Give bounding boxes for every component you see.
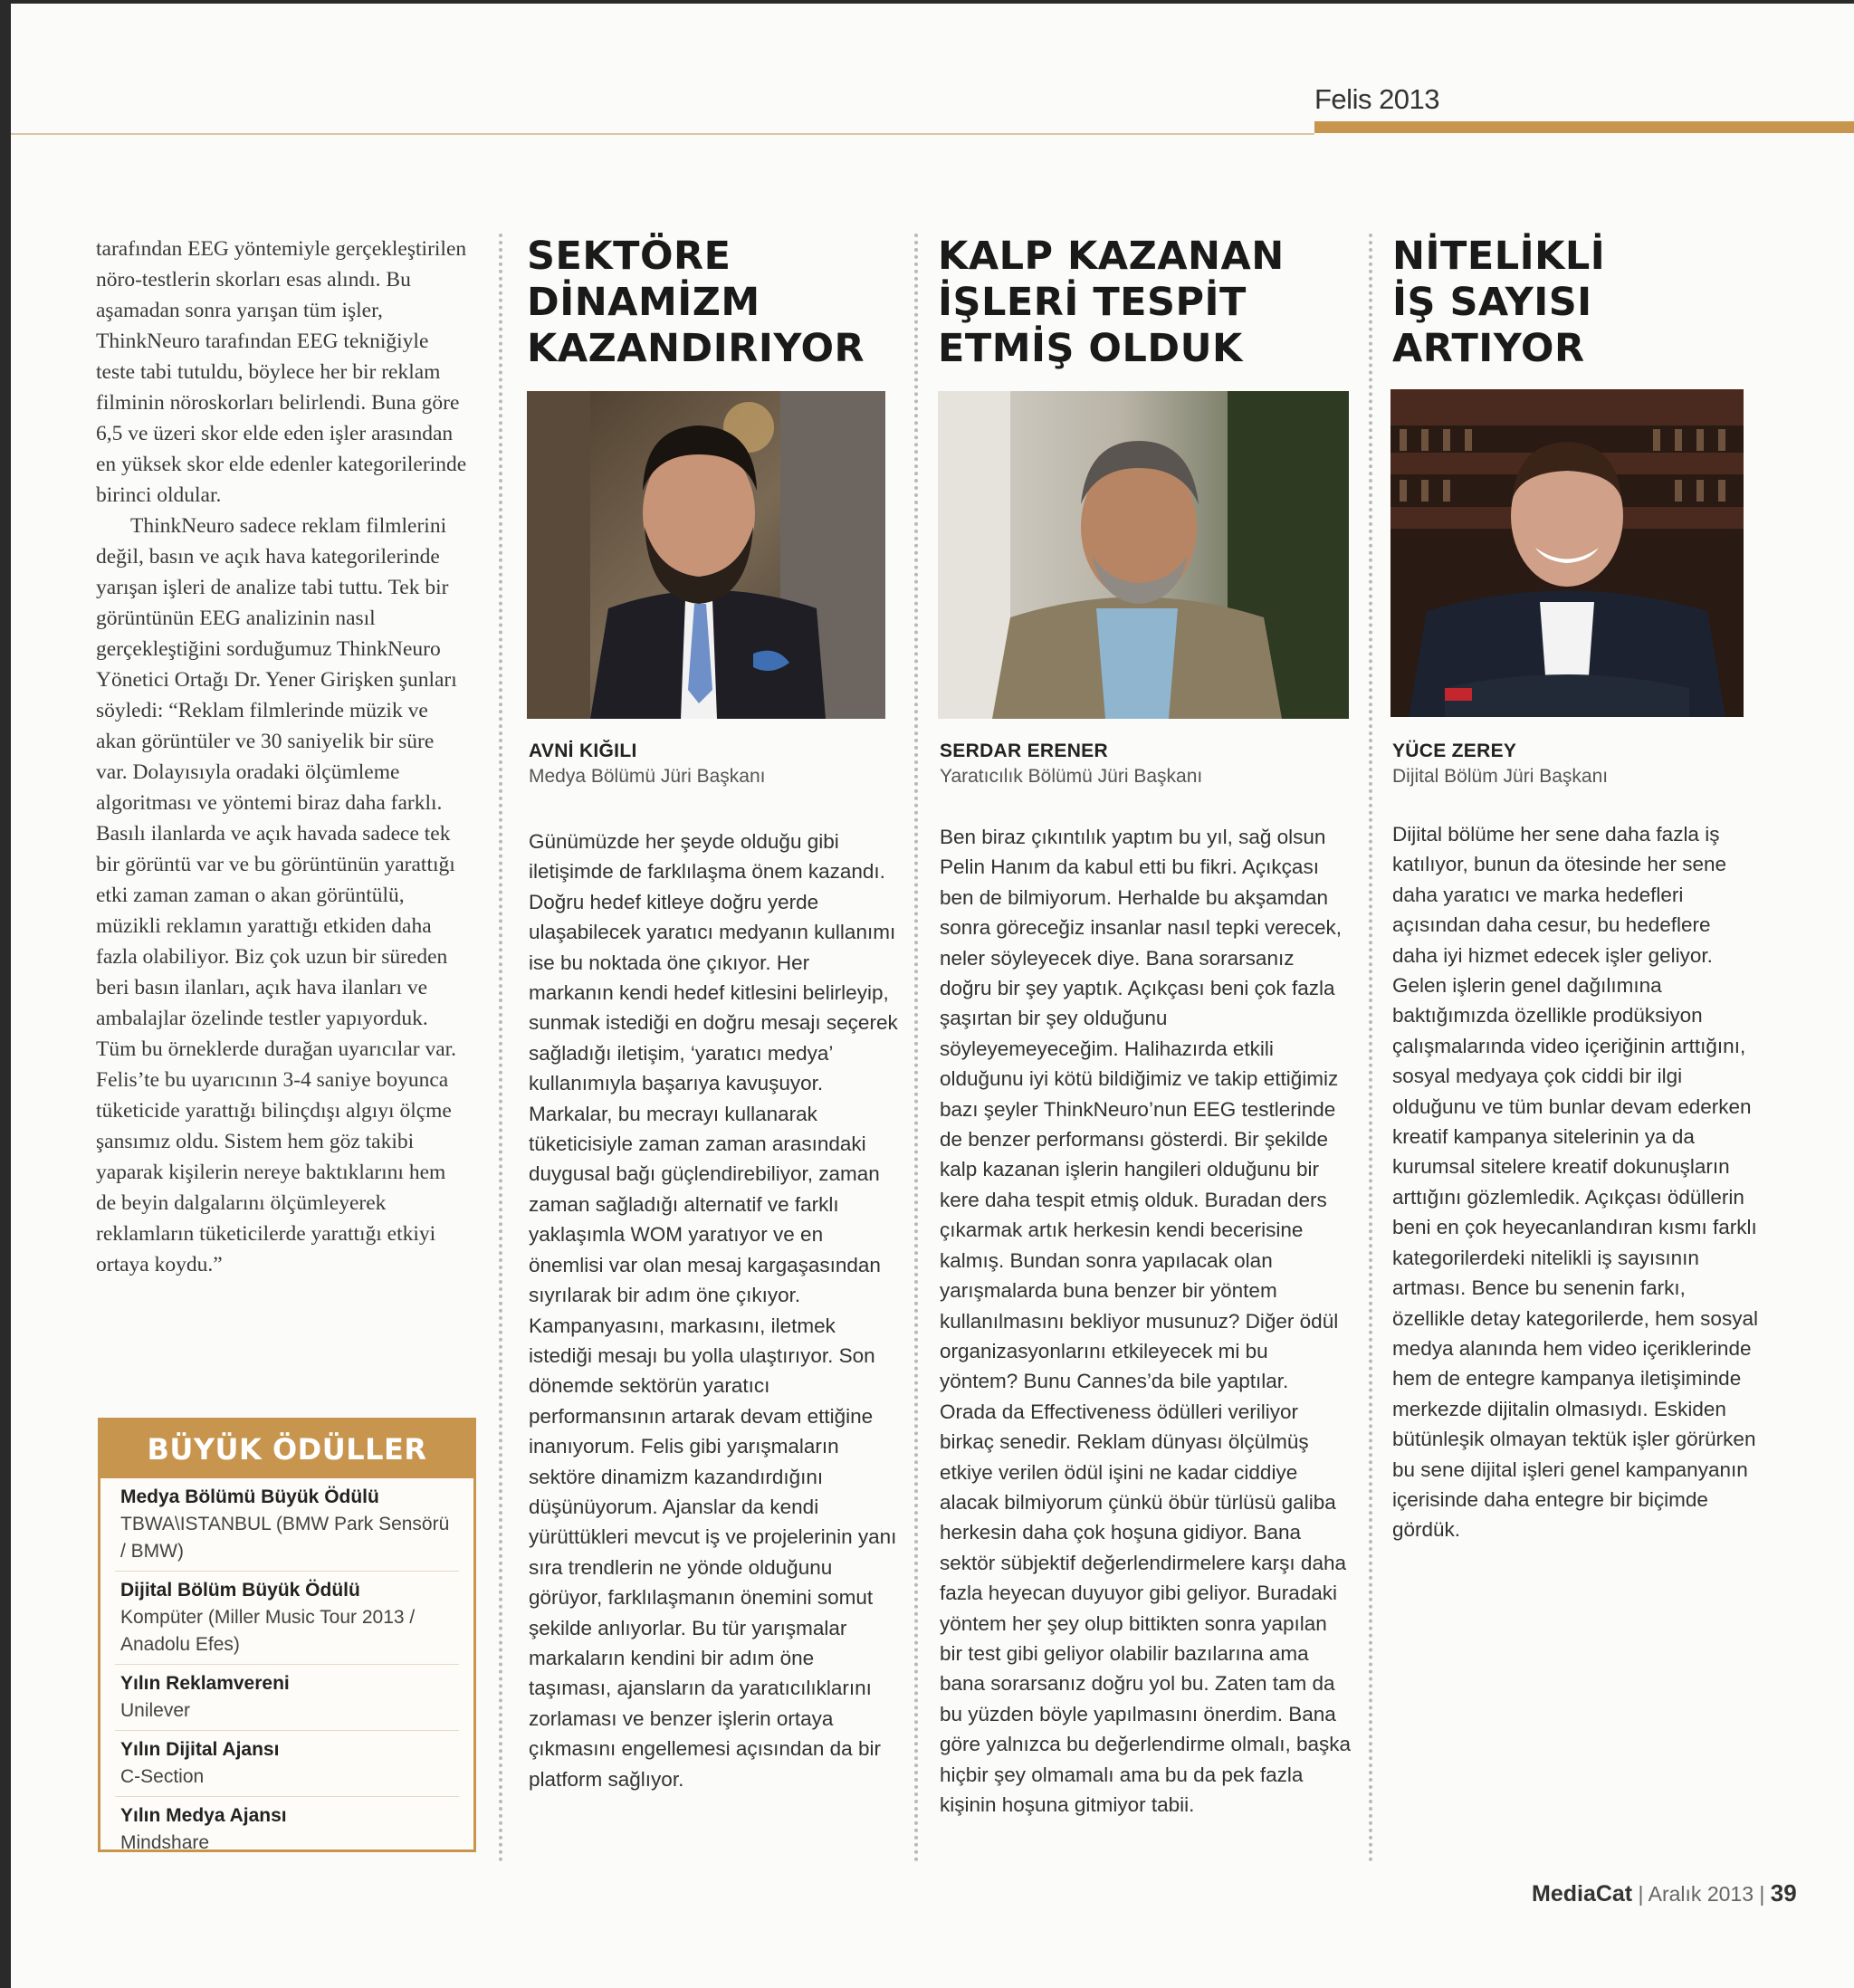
person-name: SERDAR ERENER [940, 741, 1108, 761]
award-winner: TBWA\ISTANBUL (BMW Park Sensörü / BMW) [120, 1514, 450, 1562]
column-divider [1369, 234, 1372, 1863]
award-winner: Kompüter (Miller Music Tour 2013 / Anadolu Efes) [120, 1607, 416, 1655]
article-serdar-erener [938, 234, 1345, 372]
awards-title: BÜYÜK ÖDÜLLER [100, 1420, 473, 1478]
header-accent-bar [1314, 121, 1854, 133]
page-footer [1532, 1879, 1797, 1907]
portrait-photo [527, 391, 885, 719]
article-avni-kigili [527, 234, 898, 372]
article-headline [527, 234, 898, 372]
award-title: Yılın Medya Ajansı [120, 1805, 287, 1826]
headline-line: ARTIYOR [1392, 326, 1585, 371]
award-item [115, 1731, 459, 1797]
article-headline [938, 234, 1345, 372]
header-rule [11, 133, 1314, 135]
person-name: YÜCE ZEREY [1392, 741, 1517, 761]
left-paragraph-2: ThinkNeuro sadece reklam filmlerini değil, basın ve açık hava kategorilerinde yarışan işleri de analize tabi tuttu. Tek bir görüntünün EEG analizinin nasıl gerçekleştiğini sorduğumuz ThinkNeuro Yönetici Ortağı Dr. Yener Girişken şunları söyledi: “Reklam filmlerinde müzik ve akan görüntüler ve 30 saniyelik bir süre var. Dolayısıyla oradaki ölçümleme algoritması ve yöntemi biraz daha farklı. Basılı ilanlarda ve açık havada sadece tek bir görüntü var ve bu görüntünün yarattığı etki zaman zaman o akan görüntülü, müzikli reklamın yarattığı etkiden daha fazla olabiliyor. Biz çok uzun bir süreden beri basın ilanları, açık hava ilanları ve ambalajlar özelinde testler yapıyorduk. Tüm bu örneklerde durağan uyarıcılar var. Felis’te bu uyarıcının 3-4 saniye boyunca tüketicide yarattığı bilinçdışı algıyı ölçme şansımız oldu. Sistem hem göz takibi yaparak kişilerin nereye baktıklarını hem de beyin dalgalarını ölçümleyerek reklamların tüketicilerde yarattığı etkiyi ortaya koydu.” [96, 514, 457, 1276]
headline-line: KALP KAZANAN [938, 234, 1285, 279]
magazine-brand: MediaCat [1532, 1881, 1633, 1907]
article-body: Ben biraz çıkıntılık yaptım bu yıl, sağ olsun Pelin Hanım da kabul etti bu fikri. Açıkçası ben de bilmiyorum. Herhalde bu akşamdan sonra göreceğiz insanlar nasıl tepki verecek, neler söyleyecek diye. Bana sorarsanız doğru bir şey yaptık. Açıkçası beni çok fazla şaşırtan bir şey olduğunu söyleyemeyeceğim. Halihazırda etkili olduğunu iyi kötü bildiğimiz ve takip ettiğimiz bazı şeyler ThinkNeuro’nun EEG testlerinde de benzer performansı gösterdi. Bir şekilde kalp kazanan işlerin hangileri olduğunu bir kere daha tespit etmiş olduk. Buradan ders çıkarmak artık herkesin kendi becerisine kalmış. Bundan sonra yapılacak olan yarışmalarda buna benzer bir yöntem kullanılmasını bekliyor musunuz? Diğer ödül organizasyonlarını etkileyecek mi bu yöntem? Bunu Cannes’da bile yaptılar. Orada da Effectiveness ödülleri veriliyor birkaç senedir. Reklam dünyası ölçülmüş etkiye verilen ödül işini ne kadar ciddiye alacak bilmiyorum çünkü öbür türlüsü galiba herkesin daha çok hoşuna gidiyor. Bana sektör sübjektif değerlendirmelere karşı daha fazla heyecan duyuyor gibi geliyor. Buradaki yöntem her şey olup bittikten sonra yapılan bir test gibi geliyor olabilir bazılarına ama bana sorarsanız doğru yol bu. Zaten tam da bu yüzden böyle yapılmasını önerdim. Bana göre yalnızca bu değerlendirme olmalı, başka hiçbir şey olmamalı ama bu da pek fazla kişinin hoşuna gitmiyor tabii. [940, 826, 1351, 1816]
portrait-photo [1390, 389, 1744, 717]
article-headline [1392, 234, 1754, 372]
headline-line: ETMİŞ OLDUK [938, 326, 1243, 371]
headline-line: İŞ SAYISI [1392, 280, 1592, 325]
left-column [96, 234, 469, 1280]
article-yuce-zerey [1392, 234, 1754, 372]
portrait-photo [938, 391, 1349, 719]
column-divider [499, 234, 502, 1863]
award-title: Yılın Dijital Ajansı [120, 1739, 280, 1760]
issue-date: Aralık 2013 [1648, 1882, 1754, 1906]
left-paragraph-1: tarafından EEG yöntemiyle gerçekleştirilen nöro-testlerin skorları esas alındı. Bu aşamadan sonra yarışan tüm işler, ThinkNeuro tarafından EEG tekniğiyle teste tabi tutuldu, böylece her bir reklam filminin nöroskorları belirlendi. Buna göre 6,5 ve üzeri skor elde eden işler arasından en yüksek skor elde edenler kategorilerinde birinci oldular. [96, 237, 467, 507]
portrait-illustration [938, 391, 1349, 719]
footer-separator: | [1759, 1882, 1771, 1906]
headline-line: DİNAMİZM [527, 280, 760, 325]
headline-line: İŞLERİ TESPİT [938, 280, 1247, 325]
person-name: AVNİ KIĞILI [529, 741, 637, 761]
award-item [115, 1572, 459, 1665]
award-item [115, 1797, 459, 1862]
column-divider [914, 234, 918, 1863]
headline-line: SEKTÖRE [527, 234, 731, 279]
award-item [115, 1665, 459, 1731]
headline-line: NİTELİKLİ [1392, 234, 1606, 279]
award-title: Dijital Bölüm Büyük Ödülü [120, 1580, 360, 1601]
person-role: Dijital Bölüm Jüri Başkanı [1392, 766, 1609, 787]
section-label: Felis 2013 [1314, 83, 1440, 115]
award-winner: C-Section [120, 1766, 205, 1787]
top-scan-edge [0, 0, 1854, 4]
award-winner: Mindshare [120, 1832, 210, 1853]
page-number: 39 [1770, 1879, 1797, 1907]
award-item [115, 1478, 459, 1572]
article-body: Günümüzde her şeyde olduğu gibi iletişimde de farklılaşma önem kazandı. Doğru hedef kitleye doğru yerde ulaşabilecek yaratıcı medyanın kullanımı ise bu noktada öne çıkıyor. Her markanın kendi hedef kitlesini belirleyip, sunmak istediği en doğru mesajı seçerek sağladığı iletişim, ‘yaratıcı medya’ kullanımıyla başarıya kavuşuyor. Markalar, bu mecrayı kullanarak tüketicisiyle zaman zaman arasındaki duygusal bağı güçlendirebiliyor, zaman zaman sağladığı alternatif ve farklı yaklaşımla WOM yaratıyor ve en önemlisi var olan mesaj kargaşasından sıyrılarak bir adım öne çıkıyor. Kampanyasını, markasını, iletmek istediği mesajı bu yolla ulaştırıyor. Son dönemde sektörün yaratıcı performansının artarak devam ettiğine inanıyorum. Felis gibi yarışmaların sektöre dinamizm kazandırdığını düşünüyorum. Ajanslar da kendi yürüttükleri mevcut iş ve projelerinin yanı sıra trendlerin ne yönde olduğunu görüyor, farklılaşmanın önemini somut şekilde anlıyorlar. Bu tür yarışmalar markaların kendini bir adım öne taşıması, ajansların da yaratıcılıklarını zorlaması ve benzer işlerin ortaya çıkmasını engellemesi açısından da bir platform sağlıyor. [529, 830, 898, 1791]
awards-box [98, 1418, 476, 1852]
award-winner: Unilever [120, 1700, 191, 1721]
article-body: Dijital bölüme her sene daha fazla iş katılıyor, bunun da ötesinde her sene daha yaratıcı ve marka hedefleri açısından daha cesur, bu hedeflere daha iyi hizmet edecek işler geliyor. Gelen işlerin genel dağılımına baktığımızda özellikle prodüksiyon çalışmalarında video içeriğinin arttığını, sosyal medyaya çok ciddi bir ilgi olduğunu ve tüm bunlar devam ederken kreatif kampanya sitelerinin ya da kurumsal sitelere kreatif dokunuşların arttığını gözlemledik. Açıkçası ödüllerin beni en çok heyecanlandıran kısmı farklı kategorilerdeki nitelikli iş sayısının artması. Bence bu senenin farkı, özellikle detay kategorilerde, hem sosyal medya alanında hem video içeriklerinde hem de entegre kampanya iletişiminde merkezde dijitalin olmasıydı. Eskiden bütünleşik olmayan tektük işler görürken bu sene dijital işleri genel kampanyanın içerisinde daha entegre bir biçimde gördük. [1392, 823, 1758, 1542]
person-role: Medya Bölümü Jüri Başkanı [529, 766, 766, 787]
left-scan-edge [0, 0, 11, 1988]
footer-separator: | [1638, 1882, 1649, 1906]
portrait-illustration [527, 391, 885, 719]
headline-line: KAZANDIRIYOR [527, 326, 865, 371]
portrait-illustration [1390, 389, 1744, 717]
person-role: Yaratıcılık Bölümü Jüri Başkanı [940, 766, 1203, 787]
award-title: Medya Bölümü Büyük Ödülü [120, 1486, 379, 1507]
award-title: Yılın Reklamvereni [120, 1673, 290, 1694]
